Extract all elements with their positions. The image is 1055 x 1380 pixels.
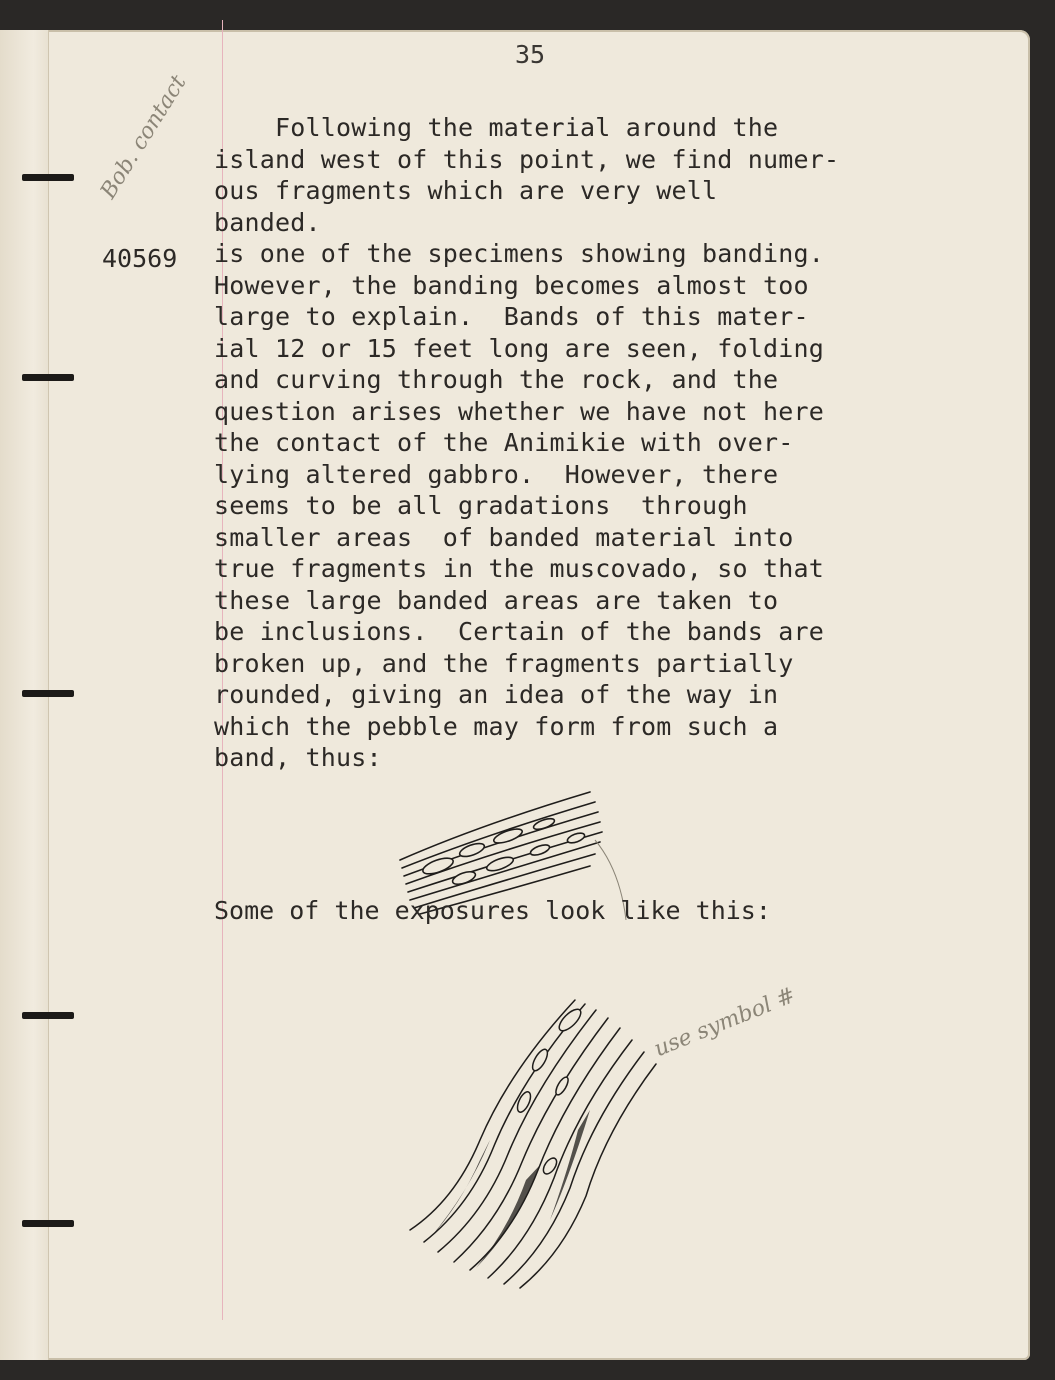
text-line: true fragments in the muscovado, so that	[214, 554, 825, 583]
margin-pencil-note: Bob. contact	[96, 70, 192, 204]
text-line: and curving through the rock, and the	[214, 365, 779, 394]
text-line: be inclusions. Certain of the bands are	[214, 617, 825, 646]
binder-ring	[22, 1012, 74, 1019]
text-line: However, the banding becomes almost too	[214, 270, 809, 300]
binder-ring	[22, 374, 74, 381]
text-line: broken up, and the fragments partially	[214, 648, 794, 678]
binder-ring	[22, 1220, 74, 1227]
text-line: rounded, giving an idea of the way in	[214, 680, 779, 709]
page-number: 35	[514, 40, 546, 69]
text-line: question arises whether we have not here	[214, 396, 825, 426]
text-line: lying altered gabbro. However, there	[214, 459, 779, 489]
text-line: large to explain. Bands of this mater-	[214, 302, 809, 331]
text-line: band, thus:	[214, 743, 382, 772]
text-line: is one of the specimens showing banding.	[214, 239, 825, 268]
text-line: smaller areas of banded material into	[214, 522, 794, 552]
text-line: island west of this point, we find numer-	[214, 144, 840, 174]
specimen-number: 40569	[102, 244, 178, 273]
text-line: ial 12 or 15 feet long are seen, folding	[214, 333, 825, 363]
text-line: the contact of the Animikie with over-	[214, 428, 794, 457]
binder-ring	[22, 174, 74, 181]
text-line: banded.	[214, 207, 321, 237]
text-line: seems to be all gradations through	[214, 491, 748, 520]
text-line: which the pebble may form from such a	[214, 711, 779, 741]
text-line: ous fragments which are very well	[214, 176, 718, 205]
text-line: these large banded areas are taken to	[214, 585, 779, 615]
sketch-pencil-note: use symbol #	[650, 982, 800, 1063]
typed-text-block	[214, 112, 1014, 774]
closing-line: Some of the exposures look like this:	[214, 896, 771, 925]
text-line: Following the material around the	[214, 113, 779, 142]
exposure-sketch	[400, 990, 680, 1290]
binder-ring	[22, 690, 74, 697]
